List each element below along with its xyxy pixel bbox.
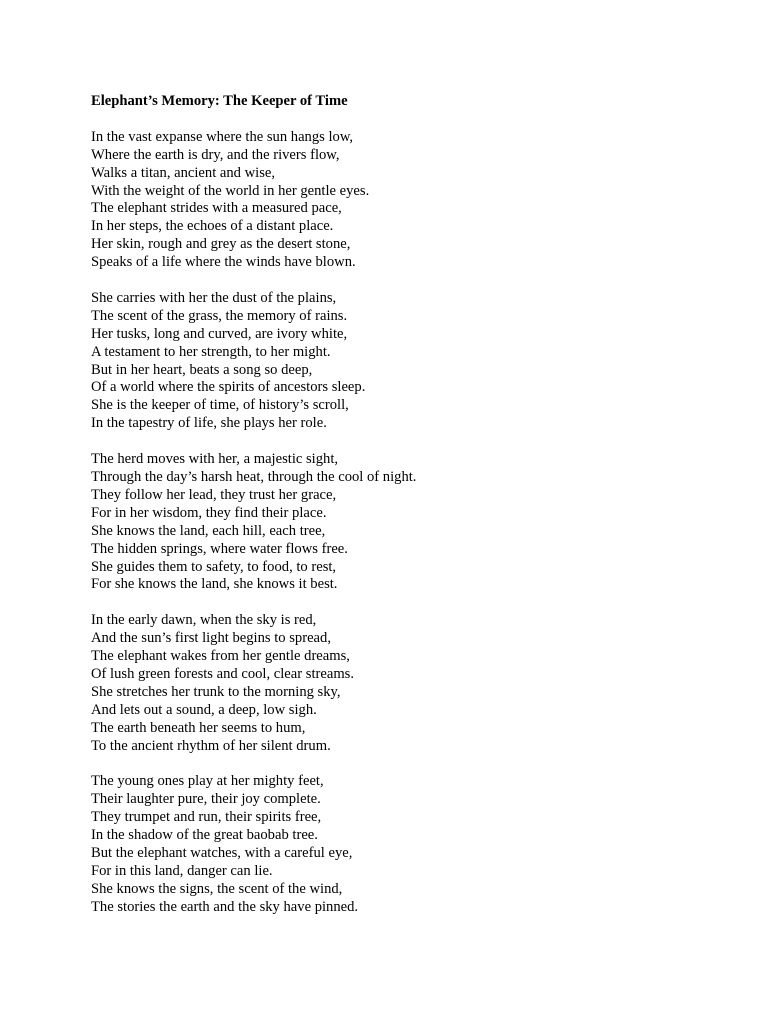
poem-line: Where the earth is dry, and the rivers flow, xyxy=(91,146,340,163)
poem-line: But in her heart, beats a song so deep, xyxy=(91,361,313,378)
poem-line: She stretches her trunk to the morning sky, xyxy=(91,683,341,700)
poem-line: And lets out a sound, a deep, low sigh. xyxy=(91,701,317,718)
poem-line: Through the day’s harsh heat, through the cool of night. xyxy=(91,468,417,485)
poem-line: In the shadow of the great baobab tree. xyxy=(91,827,318,844)
poem-line: The hidden springs, where water flows free. xyxy=(91,540,348,557)
poem-line: But the elephant watches, with a careful eye, xyxy=(91,844,353,861)
poem-line: To the ancient rhythm of her silent drum. xyxy=(91,737,331,754)
poem-line: Of a world where the spirits of ancestors sleep. xyxy=(91,379,366,396)
poem-line: She is the keeper of time, of history’s scroll, xyxy=(91,397,349,414)
poem-title: Elephant’s Memory: The Keeper of Time xyxy=(91,93,348,109)
poem-line: The young ones play at her mighty feet, xyxy=(91,773,324,790)
poem-line: She knows the signs, the scent of the wind, xyxy=(91,880,343,897)
stanza-4 xyxy=(91,612,731,755)
poem-line: With the weight of the world in her gentle eyes. xyxy=(91,182,370,199)
poem-line: The elephant strides with a measured pace, xyxy=(91,200,342,217)
poem-line: In the early dawn, when the sky is red, xyxy=(91,612,317,629)
poem-line: The herd moves with her, a majestic sight, xyxy=(91,451,339,468)
poem-line: The scent of the grass, the memory of rains. xyxy=(91,307,348,324)
poem-line: In the tapestry of life, she plays her role. xyxy=(91,415,327,432)
poem-line: The stories the earth and the sky have pinned. xyxy=(91,898,359,915)
poem-line: The earth beneath her seems to hum, xyxy=(91,719,306,736)
poem-line: Her skin, rough and grey as the desert stone, xyxy=(91,236,351,253)
stanza-1 xyxy=(91,129,731,272)
poem-line: The elephant wakes from her gentle dreams, xyxy=(91,648,350,665)
poem-line: Speaks of a life where the winds have blown. xyxy=(91,254,356,271)
poem-line: Of lush green forests and cool, clear streams. xyxy=(91,665,355,682)
poem-line: For in this land, danger can lie. xyxy=(91,862,273,879)
poem-line: In the vast expanse where the sun hangs low, xyxy=(91,128,354,145)
stanza-5 xyxy=(91,773,731,916)
poem-line: Walks a titan, ancient and wise, xyxy=(91,164,276,181)
poem-line: She carries with her the dust of the plains, xyxy=(91,289,337,306)
poem-line: They trumpet and run, their spirits free, xyxy=(91,809,322,826)
poem-line: For in her wisdom, they find their place. xyxy=(91,504,327,521)
poem-line: She knows the land, each hill, each tree, xyxy=(91,522,326,539)
poem-line: A testament to her strength, to her might. xyxy=(91,343,331,360)
document-body xyxy=(91,93,731,935)
poem-line: And the sun’s first light begins to spread, xyxy=(91,630,331,647)
poem-line: Her tusks, long and curved, are ivory white, xyxy=(91,325,348,342)
poem-line: She guides them to safety, to food, to rest, xyxy=(91,558,337,575)
poem-line: In her steps, the echoes of a distant place. xyxy=(91,218,334,235)
stanza-2 xyxy=(91,290,731,433)
poem-line: They follow her lead, they trust her grace, xyxy=(91,486,337,503)
poem-line: Their laughter pure, their joy complete. xyxy=(91,791,321,808)
stanza-3 xyxy=(91,451,731,594)
poem-line: For she knows the land, she knows it best. xyxy=(91,576,338,593)
